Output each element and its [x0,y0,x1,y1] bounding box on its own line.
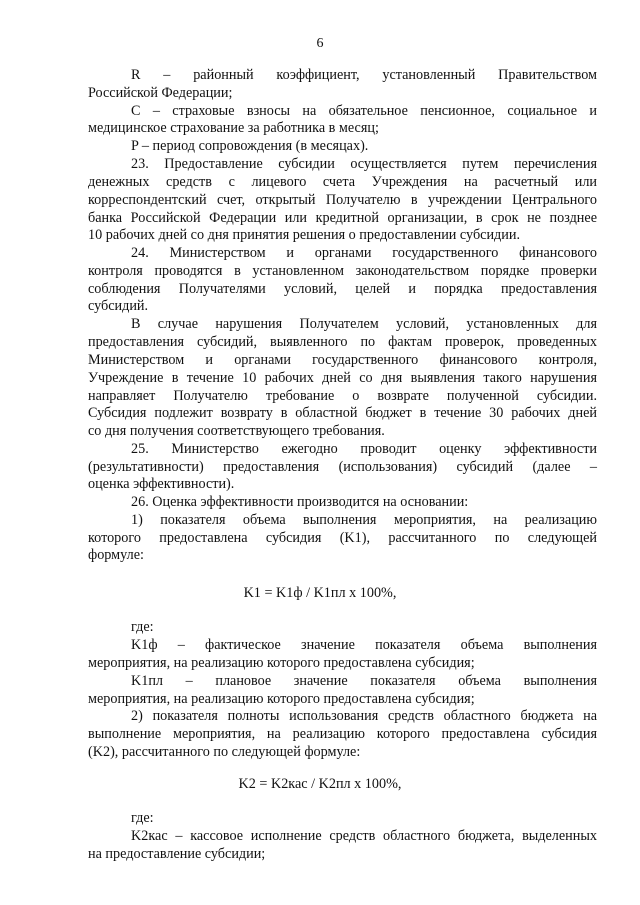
text-line: P – период сопровождения (в месяцах). [131,138,369,154]
text-line: Субсидия подлежит возврату в областной бюджет в течение 30 рабочих дней [88,405,597,421]
text-line: 10 рабочих дней со дня принятия решения о предоставлении субсидии. [88,227,520,243]
text-line: оценка эффективности). [88,476,235,492]
text-line: Учреждение в течение 10 рабочих дней со дня выявления такого нарушения [88,370,597,386]
text-line: Российской Федерации; [88,85,233,101]
page-number: 6 [316,36,324,51]
text-line: K2кас – кассовое исполнение средств областного бюджета, выделенных [131,828,597,844]
text-line: 23. Предоставление субсидии осуществляется путем перечисления [131,156,597,172]
text-line: где: [131,810,154,826]
text-line: со дня получения соответствующего требования. [88,423,385,439]
text-line: предоставления субсидий, выявленного по фактам проверок, проведенных [88,334,597,350]
text-line: выполнение мероприятия, на реализацию которого предоставлена субсидия [88,726,597,742]
text-line: (K2), рассчитанного по следующей формуле: [88,744,361,760]
text-line: 26. Оценка эффективности производится на основании: [131,494,469,510]
formula-k2: K2 = K2кас / K2пл x 100%, [238,776,402,792]
text-line: 25. Министерство ежегодно проводит оценку эффективности [131,441,597,457]
text-line: контроля проводятся в установленном законодательством порядке проверки [88,263,597,279]
text-line: денежных средств с лицевого счета Учреждения на расчетный или [88,174,597,190]
text-line: медицинское страхование за работника в месяц; [88,120,379,136]
text-line: соблюдения Получателями условий, целей и порядка предоставления [88,281,597,297]
text-line: формуле: [88,547,144,563]
text-line: мероприятия, на реализацию которого предоставлена субсидия; [88,655,475,671]
text-line: Министерством и органами государственного финансового контроля, [88,352,597,368]
text-line: K1ф – фактическое значение показателя объема выполнения [131,637,597,653]
text-line: направляет Получателю требование о возврате полученной субсидии. [88,388,597,404]
text-line: R – районный коэффициент, установленный Правительством [131,67,597,83]
text-line: В случае нарушения Получателем условий, установленных для [131,316,597,332]
text-line: на предоставление субсидии; [88,846,266,862]
text-line: мероприятия, на реализацию которого предоставлена субсидия; [88,691,475,707]
text-line: где: [131,619,154,635]
text-line: 1) показателя объема выполнения мероприятия, на реализацию [131,512,597,528]
text-line: 24. Министерством и органами государственного финансового [131,245,597,261]
text-line: 2) показателя полноты использования средств областного бюджета на [131,708,597,724]
text-line: субсидий. [88,298,149,314]
formula-k1: K1 = K1ф / K1пл x 100%, [243,585,397,601]
text-line: банка Российской Федерации или кредитной организации, в срок не позднее [88,210,597,226]
text-line: K1пл – плановое значение показателя объема выполнения [131,673,597,689]
text-line: которого предоставлена субсидия (K1), рассчитанного по следующей [88,530,597,546]
text-line: C – страховые взносы на обязательное пенсионное, социальное и [131,103,597,119]
text-line: корреспондентский счет, открытый Получателю в учреждении Центрального [88,192,597,208]
text-line: (результативности) предоставления (использования) субсидий (далее – [88,459,597,475]
